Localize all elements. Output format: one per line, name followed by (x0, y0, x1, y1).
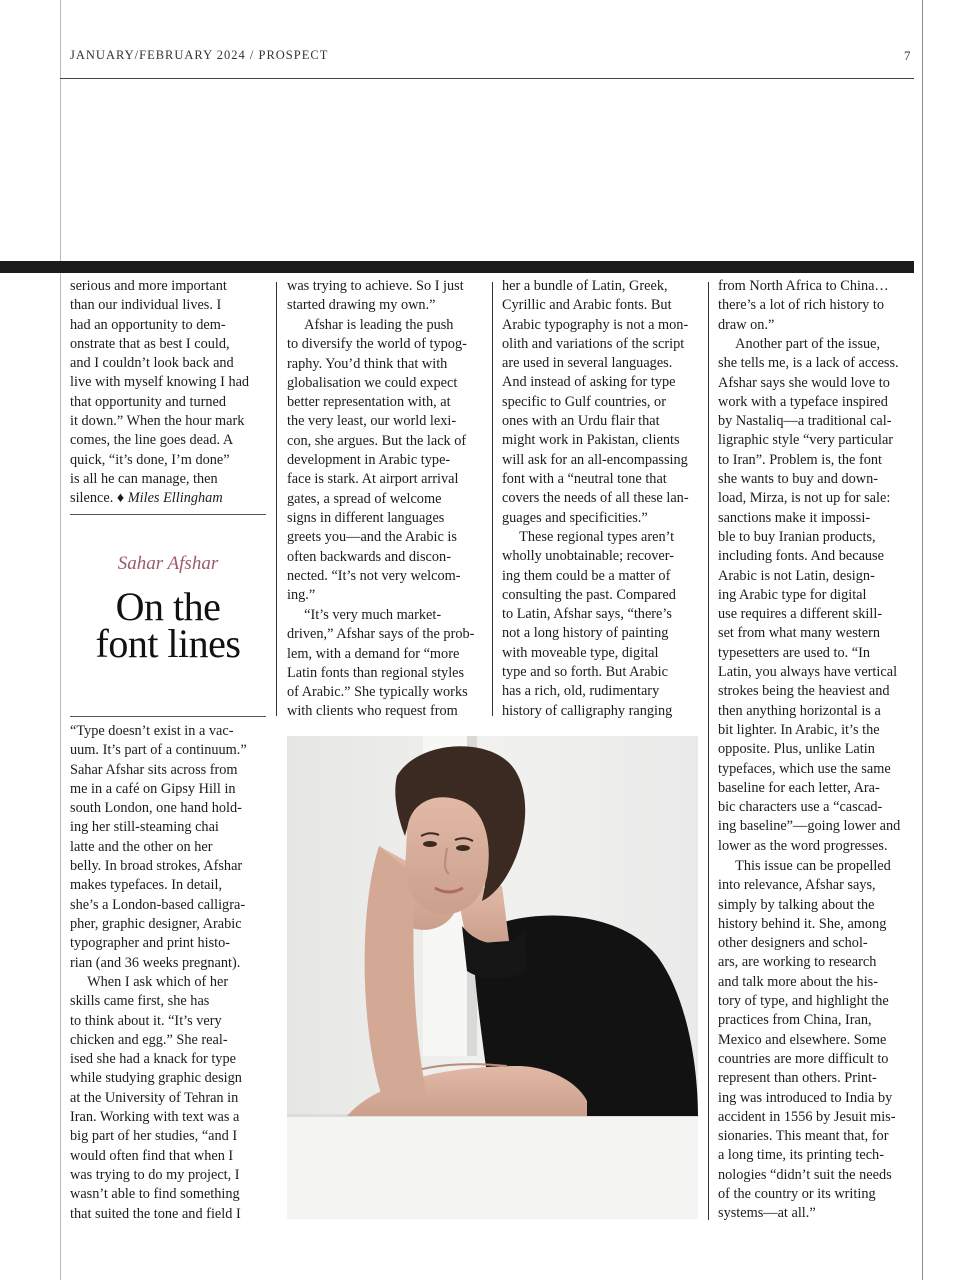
col3-p1: her a bundle of Latin, Greek, Cyrillic and Arabic fonts. But Arabic typography is not a mon- olith and variations of the script are used in several languages. And instead of asking for type specific to Gulf countries, or ones with an Urdu flair that might work in Pakistan, clients will ask for an all-encompassing font with a “neutral tone that covers the needs of all these lan- guages and specificities.” (502, 278, 689, 526)
col2-p2: Afshar is leading the push to diversify the world of typog- raphy. You’d think that with globalisation we could expect better representation with, at the very least, our world lexi- con, she argues. But the lack of development in Arabic type- face is stark. At airport arrival gates, a spread of welcome signs in different languages greets you—and the Arabic is often backwards and discon- nected. “It’s not very welcom- ing.” (287, 317, 467, 604)
portrait-illustration (287, 736, 698, 1219)
headline-divider (70, 716, 266, 717)
col2-p3: “It’s very much market- driven,” Afshar says of the prob- lem, with a demand for “more Latin fonts than regional styles of Arabic.” She typically works with clients who request from (287, 607, 475, 720)
portrait-photo (287, 736, 698, 1219)
column-rule-1 (276, 282, 277, 716)
col4-p2: Another part of the issue, she tells me, is a lack of access. Afshar says she would love to work with a typeface inspired by Nastaliq—a traditional cal- ligraphic style “very particular to Iran”. Problem is, the font she wants to buy and down- load, Mirza, is not up for sale: sanctions make it impossi- ble to buy Iranian products, including fonts. And because Arabic is not Latin, design- ing Arabic type for digital use requires a different skill- set from what many western typesetters are used to. “In Latin, you always have vertical strokes being the heaviest and then anything horizontal is a bit lighter. In Arabic, it’s the opposite. Plus, unlike Latin typefaces, which use the same baseline for each letter, Ara- bic characters use a “cascad- ing baseline”—going lower and lower as the word progresses. (718, 336, 901, 854)
col1-p1: “Type doesn’t exist in a vac- uum. It’s part of a continuum.” Sahar Afshar sits across from me in a café on Gipsy Hill in south London, one hand hold- ing her still-steaming chai latte and the other on her belly. In broad strokes, Afshar makes typefaces. In detail, she’s a London-based calligra- pher, graphic designer, Arabic typographer and print histo- rian (and 36 weeks pregnant). (70, 723, 247, 971)
kicker: Sahar Afshar (117, 553, 219, 574)
prev-article-body: serious and more important than our individual lives. I had an opportunity to dem- onstrate that as best I could, and I couldn’t look back and live with myself knowing I had that opportunity and turned it down.” When the hour mark comes, the line goes dead. A quick, “it’s done, I’m done” is all he can manage, then silence. (70, 278, 250, 507)
page-number: 7 (904, 48, 911, 63)
table (287, 1116, 698, 1219)
end-mark: ♦ (116, 490, 125, 507)
running-head: JANUARY/FEBRUARY 2024 / PROSPECT (70, 48, 329, 62)
col4-p1: from North Africa to China… there’s a lot of rich history to draw on.” (718, 278, 889, 333)
col2-p1: was trying to achieve. So I just started drawing my own.” (287, 278, 464, 314)
prev-article-text (70, 277, 270, 509)
header-rule (60, 78, 914, 79)
column-rule-2 (492, 282, 493, 716)
col4-p3: This issue can be propelled into relevance, Afshar says, simply by talking about the history behind it. She, among other designers and schol- ars, are working to research and talk more about the his- tory of type, and highlight the practices from China, Iran, Mexico and elsewhere. Some countries are more difficult to represent than others. Print- ing was introduced to India by accident in 1556 by Jesuit mis- sionaries. This meant that, for a long time, its printing tech- nologies “didn’t suit the needs of the country or its writing systems—at all.” (718, 858, 896, 1222)
section-bar (0, 261, 914, 273)
page-edge-right (922, 0, 923, 1280)
col1-p2: When I ask which of her skills came first, she has to think about it. “It’s very chicken and egg.” She real- ised she had a knack for type while studying graphic design at the University of Tehran in Iran. Working with text was a big part of her studies, “and I would often find that when I was trying to do my project, I wasn’t able to find something that suited the tone and field I (70, 974, 242, 1222)
face (405, 797, 489, 914)
col3-p2: These regional types aren’t wholly unobtainable; recover- ing them could be a matter of consulting the past. Compared to Latin, Afshar says, “there’s not a long history of painting with moveable type, digital type and so forth. But Arabic has a rich, old, rudimentary history of calligraphy ranging (502, 529, 676, 719)
headline: On the font lines (95, 584, 241, 666)
prev-article-divider (70, 514, 266, 515)
column-rule-3 (708, 282, 709, 1220)
byline: Miles Ellingham (127, 490, 223, 507)
page-edge-left (60, 0, 61, 1280)
